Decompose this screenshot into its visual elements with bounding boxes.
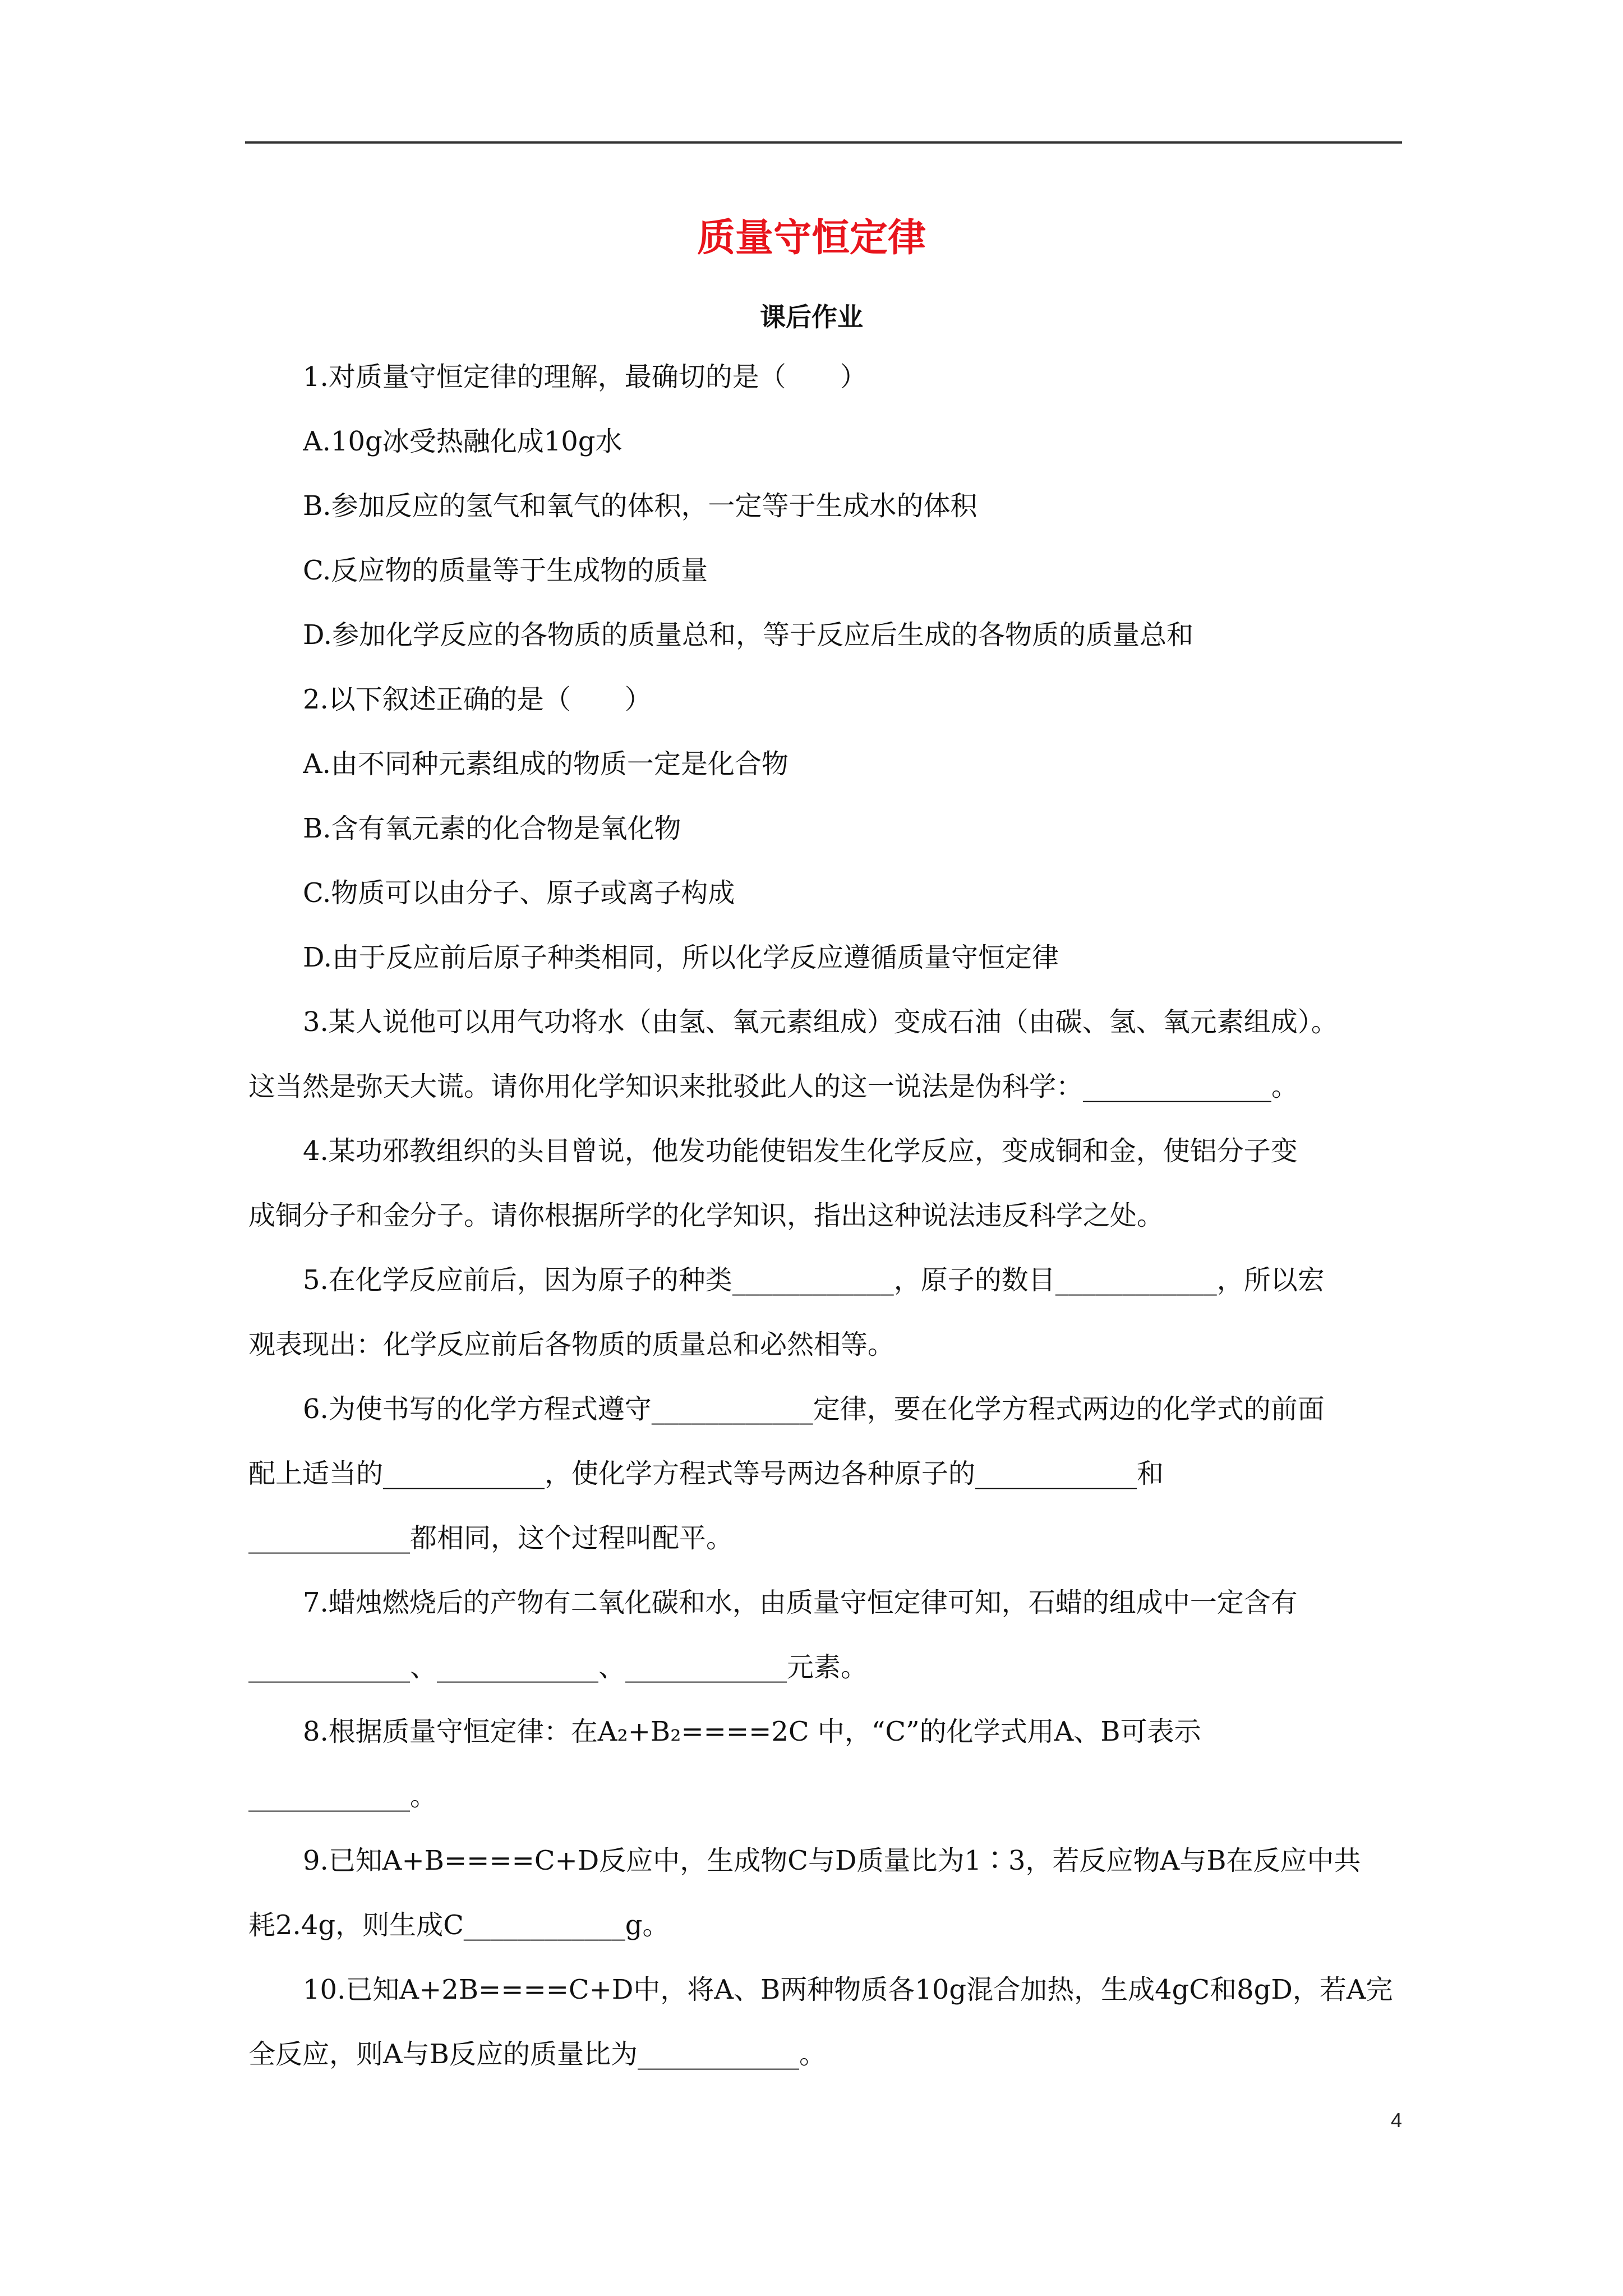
question-5-line-2: 观表现出：化学反应前后各物质的质量总和必然相等。 — [248, 1329, 895, 1360]
question-9-line-1: 9.已知A+B====C+D反应中，生成物C与D质量比为1∶3，若反应物A与B在反应中共 — [303, 1845, 1361, 1876]
question-1-option-c: C.反应物的质量等于生成物的质量 — [303, 555, 708, 586]
question-7-line-1: 7.蜡烛燃烧后的产物有二氧化碳和水，由质量守恒定律可知，石蜡的组成中一定含有 — [303, 1587, 1298, 1618]
question-6-line-2: 配上适当的____________，使化学方程式等号两边各种原子的____________和 — [248, 1458, 1164, 1489]
question-9-line-2: 耗2.4g，则生成C____________g。 — [248, 1910, 670, 1941]
question-3-line-1: 3.某人说他可以用气功将水（由氢、氧元素组成）变成石油（由碳、氢、氧元素组成）。 — [303, 1006, 1338, 1038]
question-2-option-d: D.由于反应前后原子种类相同，所以化学反应遵循质量守恒定律 — [303, 942, 1059, 973]
question-8-line-1: 8.根据质量守恒定律：在A₂+B₂====2C 中，“C”的化学式用A、B可表示 — [303, 1716, 1201, 1747]
question-6-line-3: ____________都相同，这个过程叫配平。 — [248, 1522, 734, 1554]
question-10-line-2: 全反应，则A与B反应的质量比为____________。 — [248, 2039, 826, 2070]
question-4-line-1: 4.某功邪教组织的头目曾说，他发功能使铝发生化学反应，变成铜和金，使铝分子变 — [303, 1135, 1298, 1167]
question-1-option-a: A.10g冰受热融化成10g水 — [303, 426, 623, 457]
page-number: 4 — [1390, 2109, 1402, 2132]
question-7-line-2: ____________、____________、____________元素。 — [248, 1651, 868, 1683]
question-6-line-1: 6.为使书写的化学方程式遵守____________定律，要在化学方程式两边的化学式的前面 — [303, 1393, 1325, 1425]
question-5-line-1: 5.在化学反应前后，因为原子的种类____________，原子的数目____________，所以宏 — [303, 1264, 1325, 1296]
question-2-option-b: B.含有氧元素的化合物是氧化物 — [303, 813, 681, 844]
question-2-stem: 2.以下叙述正确的是（ ） — [303, 684, 652, 715]
header-rule — [245, 141, 1402, 144]
page-title: 质量守恒定律 — [697, 216, 926, 260]
question-3-line-2: 这当然是弥天大谎。请你用化学知识来批驳此人的这一说法是伪科学：______________。 — [248, 1071, 1299, 1102]
question-4-line-2: 成铜分子和金分子。请你根据所学的化学知识，指出这种说法违反科学之处。 — [248, 1200, 1164, 1231]
question-1-option-b: B.参加反应的氢气和氧气的体积，一定等于生成水的体积 — [303, 490, 978, 522]
question-10-line-1: 10.已知A+2B====C+D中，将A、B两种物质各10g混合加热，生成4gC和8gD，若A完 — [303, 1974, 1393, 2005]
section-subtitle: 课后作业 — [760, 302, 863, 332]
question-2-option-a: A.由不同种元素组成的物质一定是化合物 — [303, 748, 789, 780]
question-1-option-d: D.参加化学反应的各物质的质量总和，等于反应后生成的各物质的质量总和 — [303, 619, 1194, 651]
question-2-option-c: C.物质可以由分子、原子或离子构成 — [303, 877, 735, 909]
question-8-line-2: ____________。 — [248, 1780, 437, 1812]
question-1-stem: 1.对质量守恒定律的理解，最确切的是（ ） — [303, 361, 867, 393]
